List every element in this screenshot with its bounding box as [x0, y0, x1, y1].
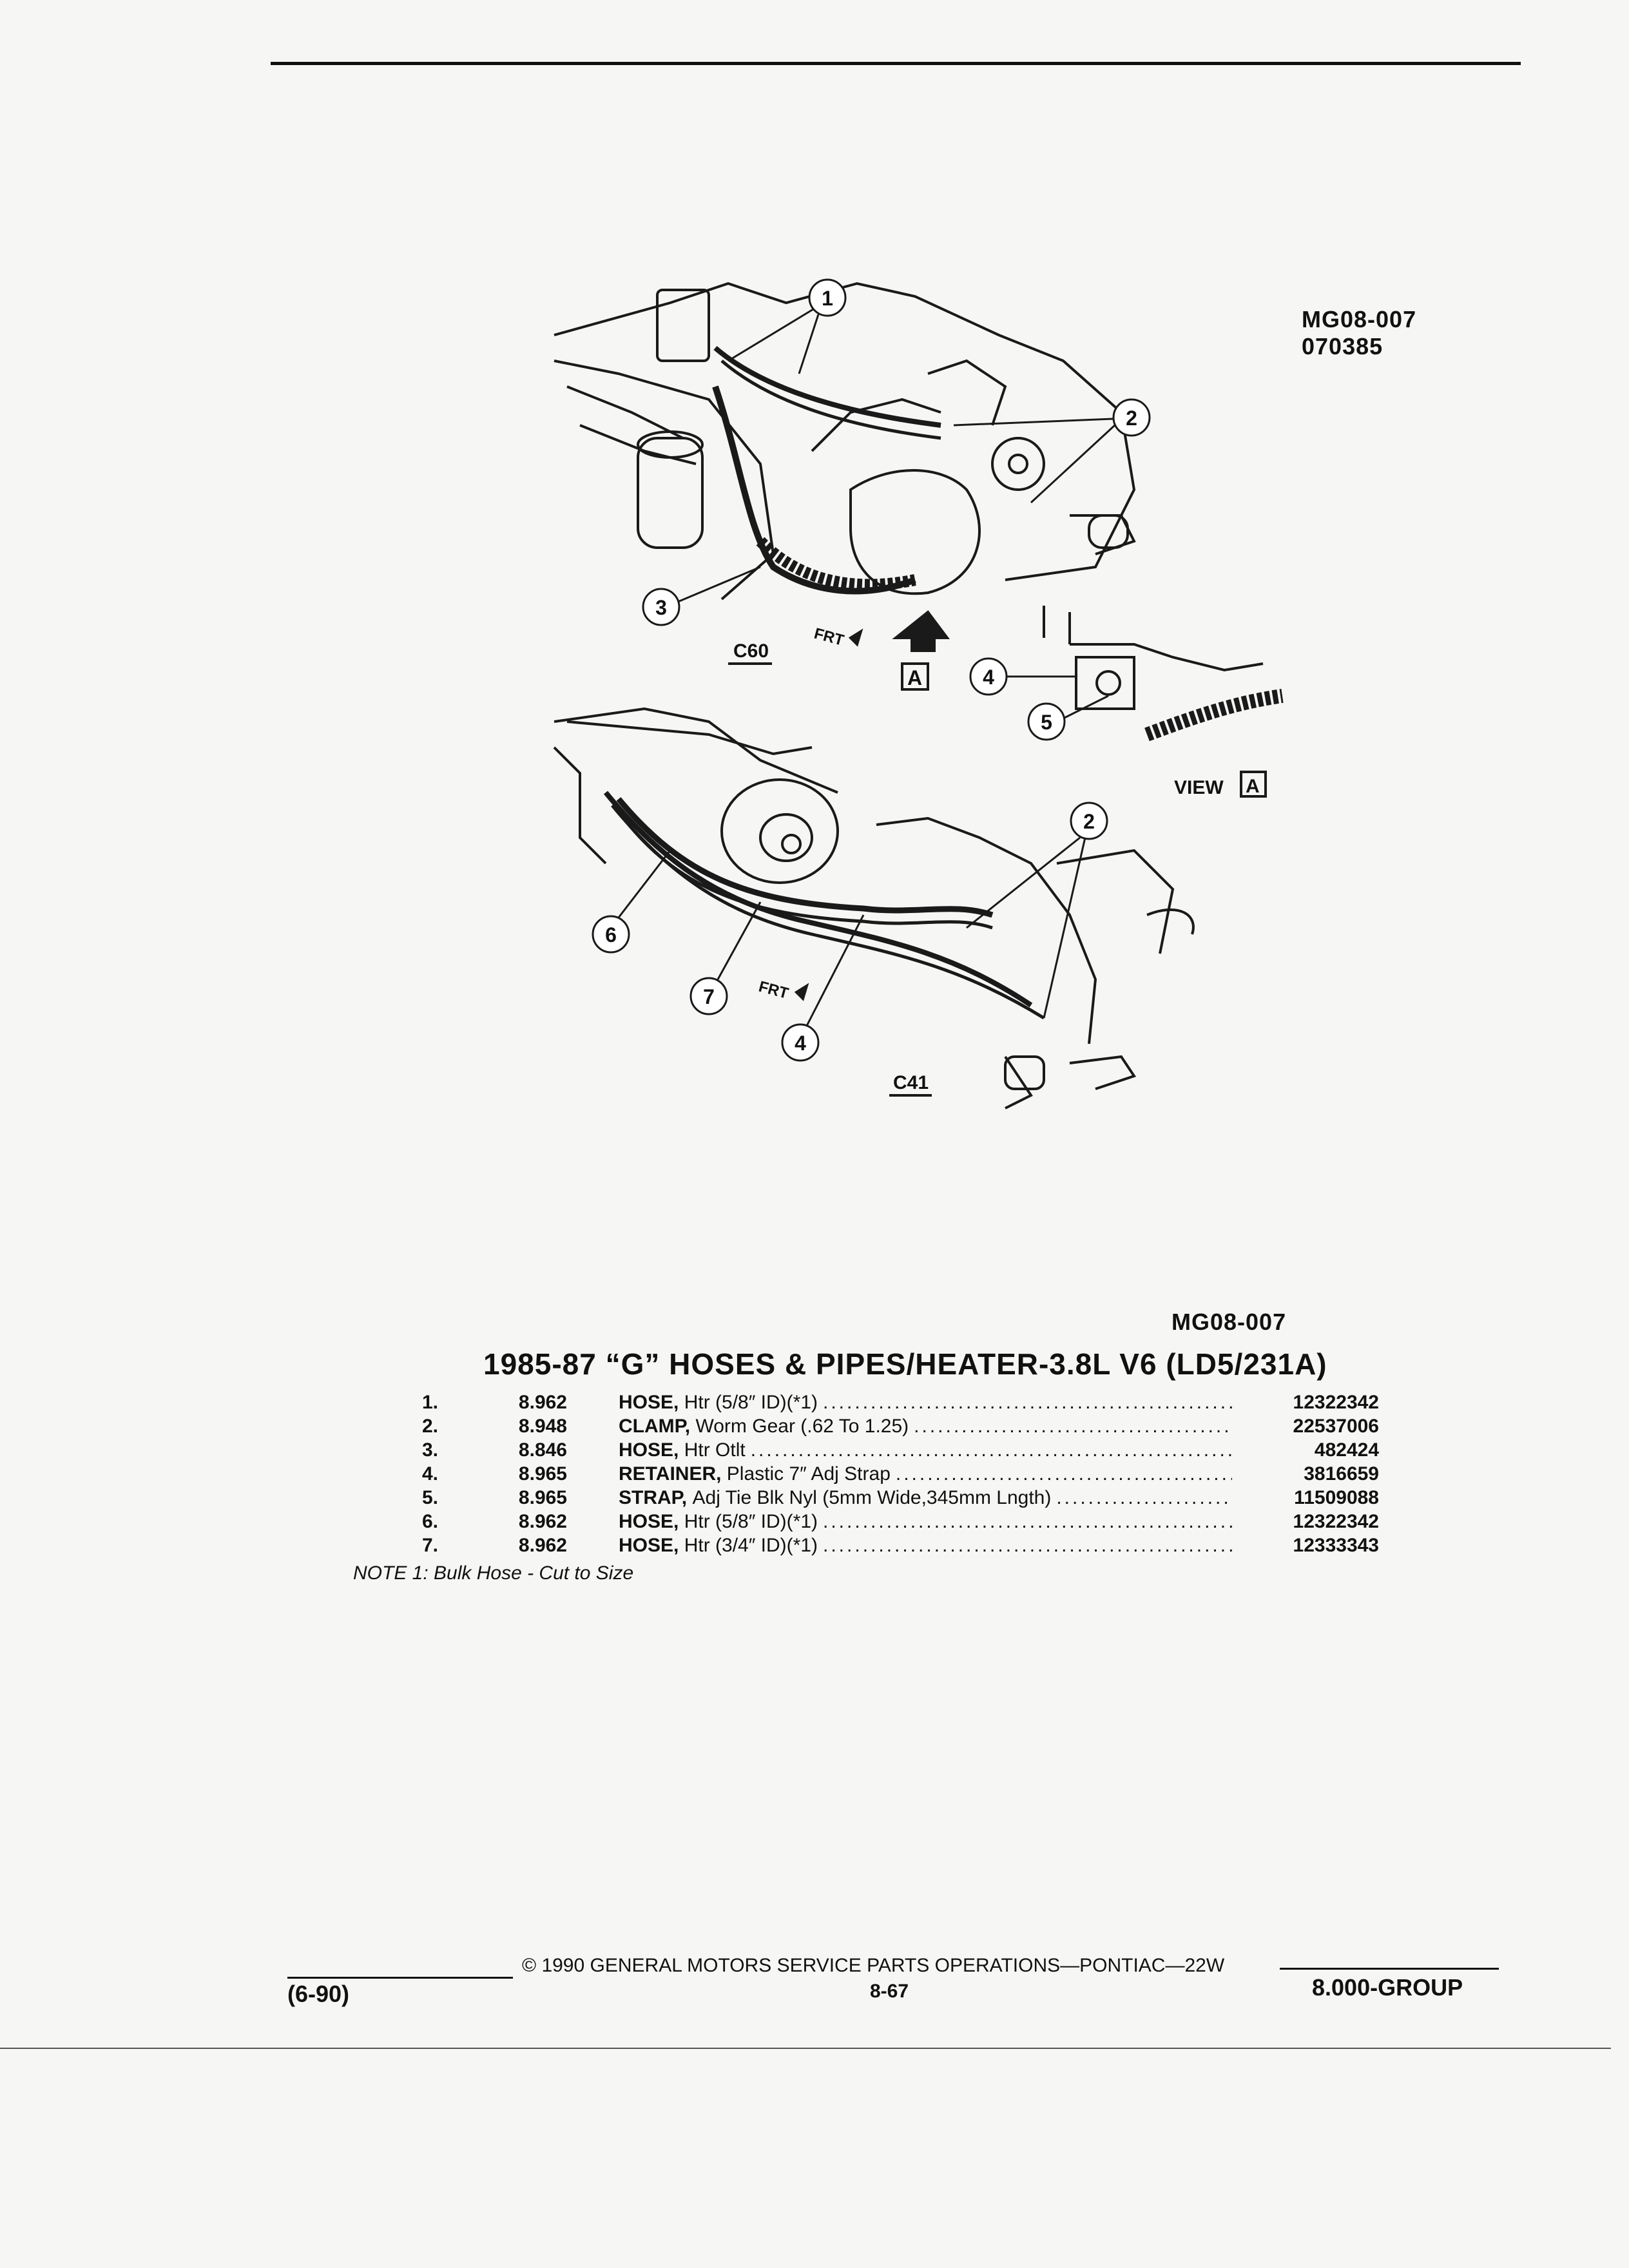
- footer-rule-right: [1280, 1968, 1499, 1970]
- bulk-hose-note: NOTE 1: Bulk Hose - Cut to Size: [353, 1562, 634, 1584]
- part-name: CLAMP,: [619, 1416, 691, 1437]
- callout-text-2-lower: 2: [1083, 810, 1095, 833]
- leader-dots: [823, 1390, 1232, 1414]
- list-item: [361, 1390, 1379, 1414]
- part-number: 3816659: [1304, 1463, 1379, 1485]
- part-description: Htr Otlt: [684, 1439, 746, 1461]
- part-number: 482424: [1314, 1439, 1379, 1461]
- group-number: 8.962: [518, 1535, 567, 1556]
- part-description: Adj Tie Blk Nyl (5mm Wide,345mm Lngth): [692, 1487, 1052, 1508]
- group-number: 8.965: [518, 1487, 567, 1508]
- part-description: Worm Gear (.62 To 1.25): [695, 1416, 909, 1437]
- list-item: [361, 1462, 1379, 1486]
- footer-rule-left: [287, 1977, 513, 1979]
- part-number: 11509088: [1294, 1487, 1379, 1508]
- leader-dots: [823, 1533, 1232, 1557]
- part-description: Htr (5/8″ ID)(*1): [684, 1392, 818, 1413]
- item-number: 4.: [421, 1463, 438, 1485]
- leader-dots: [914, 1414, 1232, 1438]
- callout-text-5: 5: [1041, 711, 1052, 734]
- part-name: HOSE,: [619, 1392, 679, 1413]
- item-number: 5.: [421, 1487, 438, 1508]
- part-name: STRAP,: [619, 1487, 688, 1508]
- front-arrow-label-upper: FRT: [812, 624, 846, 649]
- part-name: HOSE,: [619, 1535, 679, 1556]
- item-number: 3.: [421, 1439, 438, 1461]
- part-description: Plastic 7″ Adj Strap: [726, 1463, 891, 1485]
- part-name: HOSE,: [619, 1439, 679, 1461]
- view-a-box-label: A: [907, 666, 923, 689]
- item-number: 2.: [421, 1416, 438, 1437]
- part-name: RETAINER,: [619, 1463, 722, 1485]
- c41-label: C41: [893, 1072, 929, 1093]
- callout-text-3: 3: [655, 596, 667, 619]
- section-title: 1985-87 “G” HOSES & PIPES/HEATER-3.8L V6 (LD5/231A): [483, 1347, 1327, 1381]
- callout-text-1: 1: [822, 287, 833, 310]
- figure-ref-number: 070385: [1302, 333, 1383, 360]
- item-number: 1.: [421, 1392, 438, 1413]
- part-number: 12322342: [1293, 1392, 1379, 1413]
- callout-text-7: 7: [703, 985, 715, 1008]
- view-label: VIEW: [1174, 777, 1224, 798]
- leader-dots: [896, 1462, 1232, 1486]
- engine-view-c41: [554, 709, 1193, 1108]
- group-number: 8.962: [518, 1511, 567, 1532]
- group-label: 8.000-GROUP: [1312, 1974, 1463, 2001]
- part-name: HOSE,: [619, 1511, 679, 1532]
- revision-date: (6-90): [287, 1981, 350, 2007]
- callout-text-6: 6: [605, 923, 617, 947]
- group-number: 8.962: [518, 1392, 567, 1413]
- part-number: 12333343: [1293, 1535, 1379, 1556]
- view-a-detail: [1044, 606, 1282, 798]
- list-item: [361, 1438, 1379, 1462]
- leader-dots: [823, 1510, 1232, 1533]
- leader-dots: [1056, 1486, 1232, 1510]
- group-number: 8.948: [518, 1416, 567, 1437]
- part-description: Htr (5/8″ ID)(*1): [684, 1511, 818, 1532]
- leader-dots: [751, 1438, 1232, 1462]
- view-a-label-box: A: [1246, 776, 1260, 797]
- list-item: [361, 1533, 1379, 1557]
- group-number: 8.846: [518, 1439, 567, 1461]
- front-arrow-label-lower: FRT: [757, 977, 791, 1003]
- figure-ref-bottom: MG08-007: [1171, 1309, 1287, 1335]
- parts-list: [361, 1390, 1379, 1557]
- callout-text-4-upper: 4: [983, 666, 994, 689]
- callout-text-4-lower: 4: [795, 1032, 806, 1055]
- group-number: 8.965: [518, 1463, 567, 1485]
- list-item: [361, 1414, 1379, 1438]
- callout-text-2-upper: 2: [1126, 407, 1137, 430]
- item-number: 7.: [421, 1535, 438, 1556]
- part-number: 22537006: [1293, 1416, 1379, 1437]
- item-number: 6.: [421, 1511, 438, 1532]
- list-item: [361, 1510, 1379, 1533]
- page-number: 8-67: [870, 1981, 909, 2002]
- callouts: [593, 280, 1150, 1061]
- part-description: Htr (3/4″ ID)(*1): [684, 1535, 818, 1556]
- c60-label: C60: [733, 640, 769, 662]
- figure-ref-top: MG08-007: [1302, 306, 1417, 332]
- bottom-rule: [0, 2048, 1611, 2049]
- list-item: [361, 1486, 1379, 1510]
- copyright-line: © 1990 GENERAL MOTORS SERVICE PARTS OPERATIONS—PONTIAC—22W: [522, 1955, 1225, 1976]
- part-number: 12322342: [1293, 1511, 1379, 1532]
